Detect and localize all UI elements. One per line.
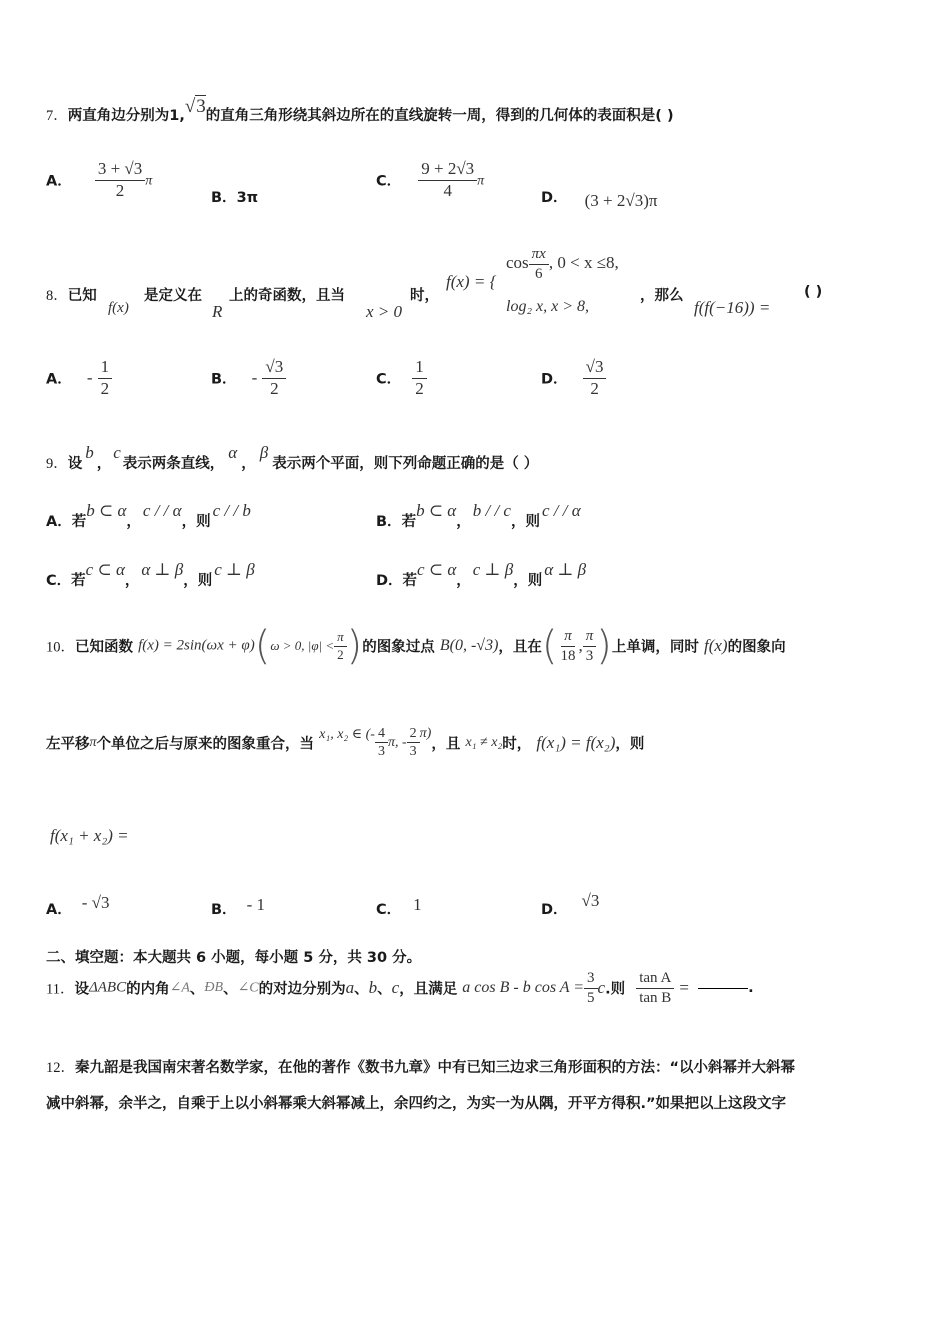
q8-option-b[interactable]: B． - $\frac{√3}{2}$ [211,358,286,398]
question-7-stem: 7．两直角边分别为1,√3的直角三角形绕其斜边所在的直线旋转一周，得到的几何体的表面积是( ) [46,96,674,124]
q8-text: 上的奇函数，且当 [229,288,345,304]
question-12-line1: 12．秦九韶是我国南宋著名数学家，在他的著作《数书九章》中有已知三边求三角形面积的方法：“以小斜幂并大斜幂 [46,1060,796,1076]
section-heading: 二、填空题：本大题共 6 小题，每小题 5 分，共 30 分。 [46,950,422,966]
q8-text: 时， [410,288,439,304]
answer-blank[interactable] [698,988,748,989]
q9-option-a[interactable]: A．若b ⊂ α，c / / α，则c / / b [46,501,251,530]
q10-option-a[interactable]: A． - √3 [46,893,110,918]
q8-cond: x > 0 [366,302,403,321]
q8-case2: log₂ x, x > 8, [506,298,590,315]
q8-text: 是定义在 [144,288,202,304]
question-8-number: 8．已知 [46,288,97,304]
q8-case1: cos $\frac{\pi x}{6}$ , 0 < x ≤8, [506,246,619,282]
q8-option-c[interactable]: C． $\frac{1}{2}$ [376,358,427,398]
q7-option-a[interactable]: A． $\frac{3 + √3}{2}$ π [46,159,153,200]
q10-option-c[interactable]: C． 1 [376,895,422,918]
q8-option-a[interactable]: A． - $\frac{1}{2}$ [46,358,112,398]
q7-option-c[interactable]: C． $\frac{9 + 2√3}{4}$ π [376,159,485,200]
question-11: 11．设ΔABC的内角∠A、ÐB、∠C的对边分别为a、b、c，且满足 a cos B - b cos A = $\frac{3}{5}$ c.则 $\frac{\text{tan A}}{\text{tan B}}$ = . [46,970,754,1006]
q10-option-b[interactable]: B． - 1 [211,895,265,918]
q8-fx: f(x) [108,300,129,316]
question-10-line2: 左平移π个单位之后与原来的图象重合，当 x₁, x₂ ∈ (- $\frac{4}{3}$ π, - $\frac{2}{3}$ π)，且 x₁ ≠ x₂时， f(x₁) = f(x₂)，则 [46,726,645,760]
question-10-line1: 10．已知函数 f(x) = 2sin(ωx + φ)(ω > 0, |φ| < $\frac{\pi}{2}$ )的图象过点 B(0, -√3)，且在( $\frac{\pi}{18}$ , $\frac{\pi}{3}$ )上单调，同时 f(x)的图象向 [46,623,786,669]
q8-answer-paren: ( ) [804,284,823,300]
q8-query: f(f(−16)) = [694,298,771,317]
q9-option-d[interactable]: D．若c ⊂ α，c ⊥ β，则α ⊥ β [376,560,587,589]
q9-option-b[interactable]: B．若b ⊂ α，b / / c，则c / / α [376,501,581,530]
q8-R: R [212,302,223,321]
q10-question: f(x₁ + x₂) = [50,826,129,845]
q9-option-c[interactable]: C．若c ⊂ α，α ⊥ β，则c ⊥ β [46,560,255,589]
q8-text: ，那么 [640,288,684,304]
question-12-line2: 减中斜幂，余半之，自乘于上以小斜幂乘大斜幂减上，余四约之，为实一为从隅，开平方得积.”如果把以上这段文字 [46,1096,787,1112]
q7-option-d[interactable]: D． (3 + 2√3)π [541,190,658,210]
sqrt3: √3 [184,96,206,117]
q7-option-b[interactable]: B．3π [211,190,259,206]
question-9-stem: 9．设b，c表示两条直线，α，β表示两个平面，则下列命题正确的是（ ） [46,443,539,472]
q8-def: f(x) = { [446,272,497,291]
q8-option-d[interactable]: D． $\frac{√3}{2}$ [541,358,606,398]
q10-option-d[interactable]: D． √3 [541,891,600,918]
